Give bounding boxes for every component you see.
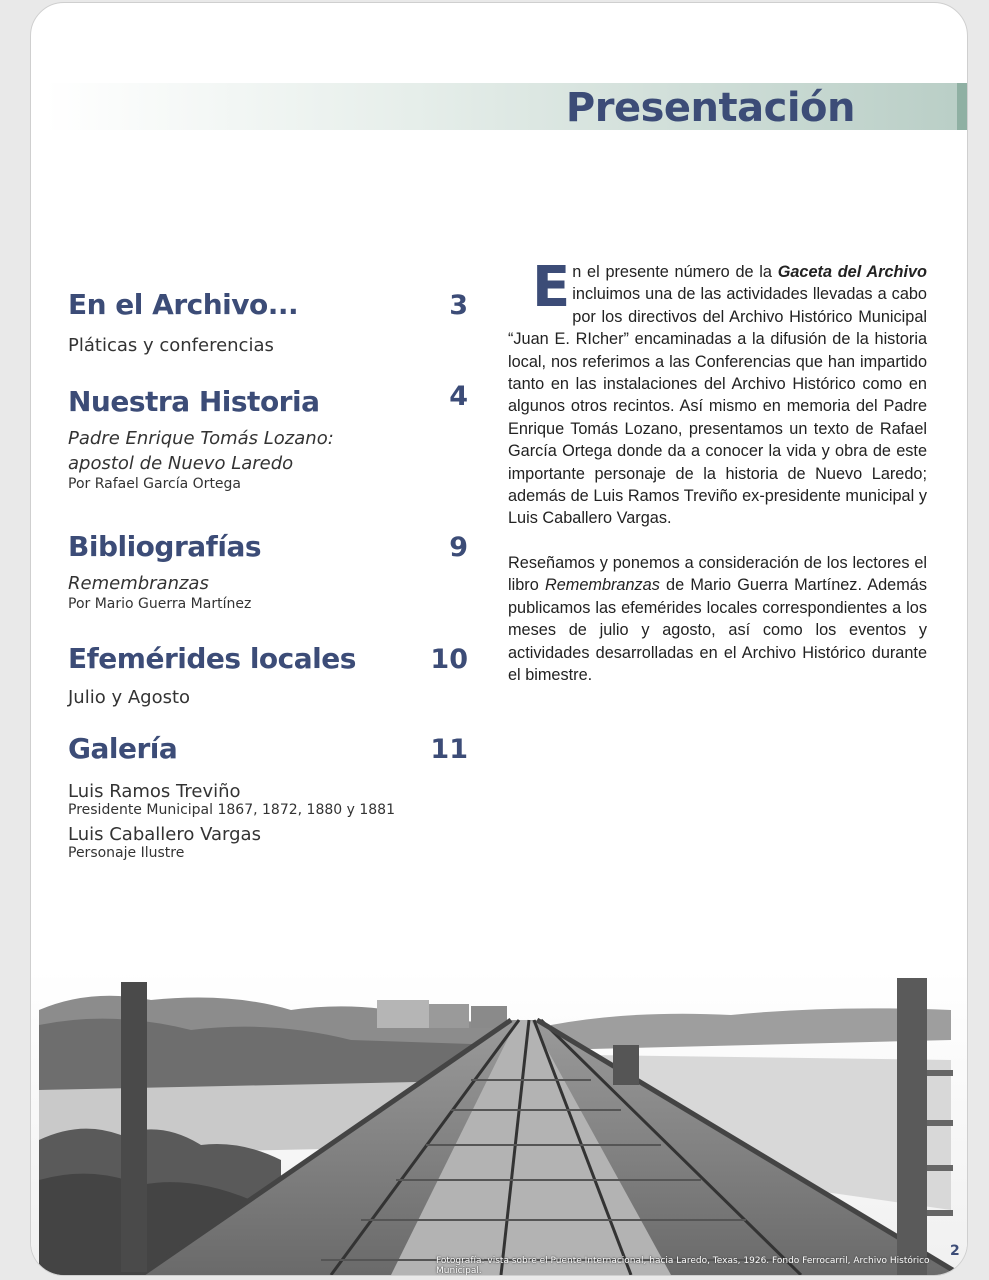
toc-entry-author: Por Mario Guerra Martínez [68,596,252,612]
table-of-contents [68,288,468,861]
toc-entry-subtitle: Padre Enrique Tomás Lozano: [68,428,334,449]
toc-entry-bibliografias[interactable] [68,530,468,642]
toc-entry-page: 9 [449,532,468,563]
toc-entry-title: Bibliografías [68,530,261,563]
title-band-tab [957,83,967,130]
book-title: Remembranzas [544,576,660,595]
toc-entry-subtitle: Julio y Agosto [68,687,191,708]
toc-entry-efemerides[interactable] [68,642,468,732]
toc-entry-author: Por Rafael García Ortega [68,476,242,492]
paragraph-text: de Mario Guerra Martínez. Además publicamos las efemérides locales correspondientes a los meses de julio y agosto, así como los eventos y actividades desarrolladas en el Archivo Histórico durante el bimestre. [508,576,927,684]
paragraph-text: incluimos una de las actividades llevadas a cabo por los directivos del Archivo Histórico Municipal “Juan E. RIcher” encaminadas a la difusión de la historia local, nos referimos a las Conferencias que han impartido tanto en las instalaciones del Archivo Histórico como en algunos otros recintos. Así mismo en memoria del Padre Enrique Tomás Lozano, presentamos un texto de Rafael García Ortega donde da a conocer la vida y obra de este importante personaje de la historia de Nuevo Laredo; además de Luis Ramos Treviño ex-presidente municipal y Luis Caballero Vargas. [508,285,927,528]
toc-entry-en-el-archivo[interactable] [68,288,468,385]
toc-entry-galeria[interactable] [68,732,468,861]
toc-entry-subtitle: apostol de Nuevo Laredo [68,453,294,474]
toc-entry-nuestra-historia[interactable] [68,381,468,530]
photo-caption: Fotografía: vista sobre el Puente Internacional, hacia Laredo, Texas, 1926. Fondo Ferrocarril, Archivo Histórico Municipal. [436,1256,930,1276]
presentation-text [508,255,927,708]
bridge-photo [31,970,967,1275]
page [30,2,968,1276]
toc-entry-page: 3 [449,290,468,321]
presentation-paragraph-1 [508,255,927,530]
page-number: 2 [950,1243,960,1259]
paragraph-text: Reseñamos y ponemos a consideración de los lectores el libro [508,553,927,595]
toc-entry-subtitle: Pláticas y conferencias [68,335,274,356]
toc-entry-page: 4 [449,381,468,412]
paragraph-text: n el presente número de la [572,263,778,281]
toc-entry-title: Nuestra Historia [68,385,320,418]
toc-entry-subtitle: Remembranzas [68,573,209,594]
toc-entry-title: Galería [68,732,178,765]
toc-entry-title: En el Archivo... [68,288,299,321]
toc-entry-author: Presidente Municipal 1867, 1872, 1880 y 1881 [68,802,395,818]
toc-entry-author: Personaje Ilustre [68,845,185,861]
publication-name: Gaceta del Archivo [777,263,927,281]
presentation-paragraph-2 [508,552,927,686]
toc-entry-subtitle: Luis Caballero Vargas [68,824,261,845]
toc-entry-page: 11 [430,734,468,765]
toc-entry-title: Efemérides locales [68,642,356,675]
toc-entry-subtitle: Luis Ramos Treviño [68,781,241,802]
drop-cap: E [532,255,571,320]
page-title: Presentación [565,85,855,131]
toc-entry-page: 10 [430,644,468,675]
